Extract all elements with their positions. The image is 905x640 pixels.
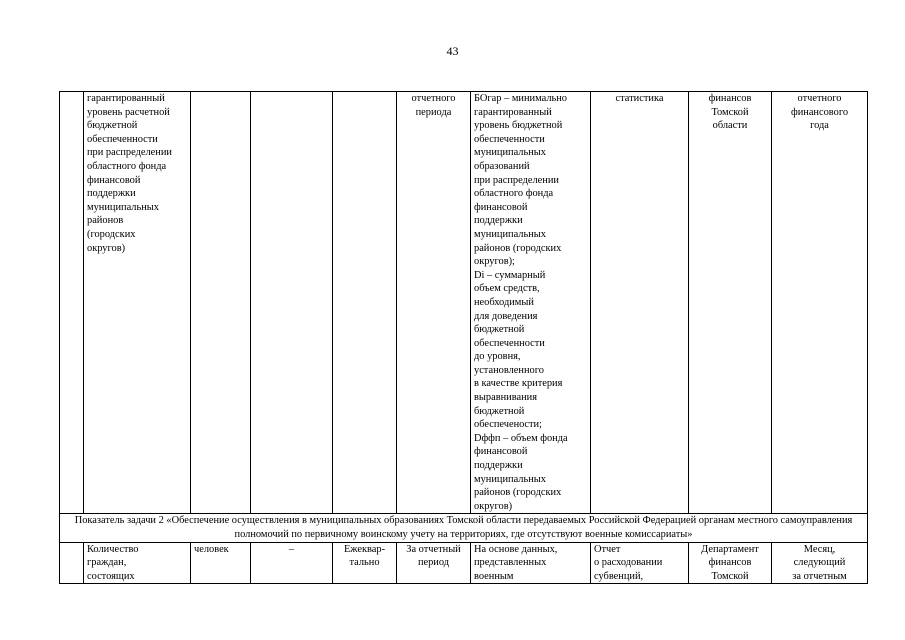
- cell-deadline: отчетного финансового года: [772, 92, 868, 514]
- cell-formula: БОгар – минимально гарантированный уровень бюджетной обеспеченности муниципальных образований при распределении областного фонда финансовой поддержки муниципальных районов (городских округов); Di – суммарный объем средств, необходимый для доведения бюджетной обеспеченности до уровня, установленного в качестве критерия выравнивания бюджетной обеспеченоcти; Dффп – объем фонда финансовой поддержки муниципальных районов (городских округов): [471, 92, 591, 514]
- cell-number: [60, 542, 84, 584]
- cell-responsible: Департамент финансов Томской: [689, 542, 772, 584]
- cell-formula: На основе данных, представленных военным: [471, 542, 591, 584]
- cell-unit: человек: [191, 542, 251, 584]
- indicators-table: [59, 91, 868, 584]
- cell-indicator-type: –: [251, 542, 333, 584]
- cell-method: статистика: [591, 92, 689, 514]
- cell-indicator-name: Количество граждан, состоящих: [84, 542, 191, 584]
- cell-period: За отчетный период: [397, 542, 471, 584]
- cell-deadline: Месяц, следующий за отчетным: [772, 542, 868, 584]
- table-row: [60, 542, 868, 584]
- cell-period: отчетного периода: [397, 92, 471, 514]
- cell-number: [60, 92, 84, 514]
- cell-indicator-type: [251, 92, 333, 514]
- cell-frequency: Ежеквар- тально: [333, 542, 397, 584]
- cell-unit: [191, 92, 251, 514]
- cell-indicator-name: гарантированный уровень расчетной бюджетной обеспеченности при распределении областного фонда финансовой поддержки муниципальных районов (городских округов): [84, 92, 191, 514]
- cell-responsible: финансов Томской области: [689, 92, 772, 514]
- section-heading: Показатель задачи 2 «Обеспечение осуществления в муниципальных образованиях Томской области передаваемых Российской Федерацией органам местного самоуправления полномочий по первичному воинскому учету на территориях, где отсутствуют военные комиссариаты»: [60, 514, 868, 542]
- cell-frequency: [333, 92, 397, 514]
- table-row: [60, 92, 868, 514]
- section-row: [60, 514, 868, 542]
- page-number: 43: [446, 44, 459, 58]
- cell-method: Отчет о расходовании субвенций,: [591, 542, 689, 584]
